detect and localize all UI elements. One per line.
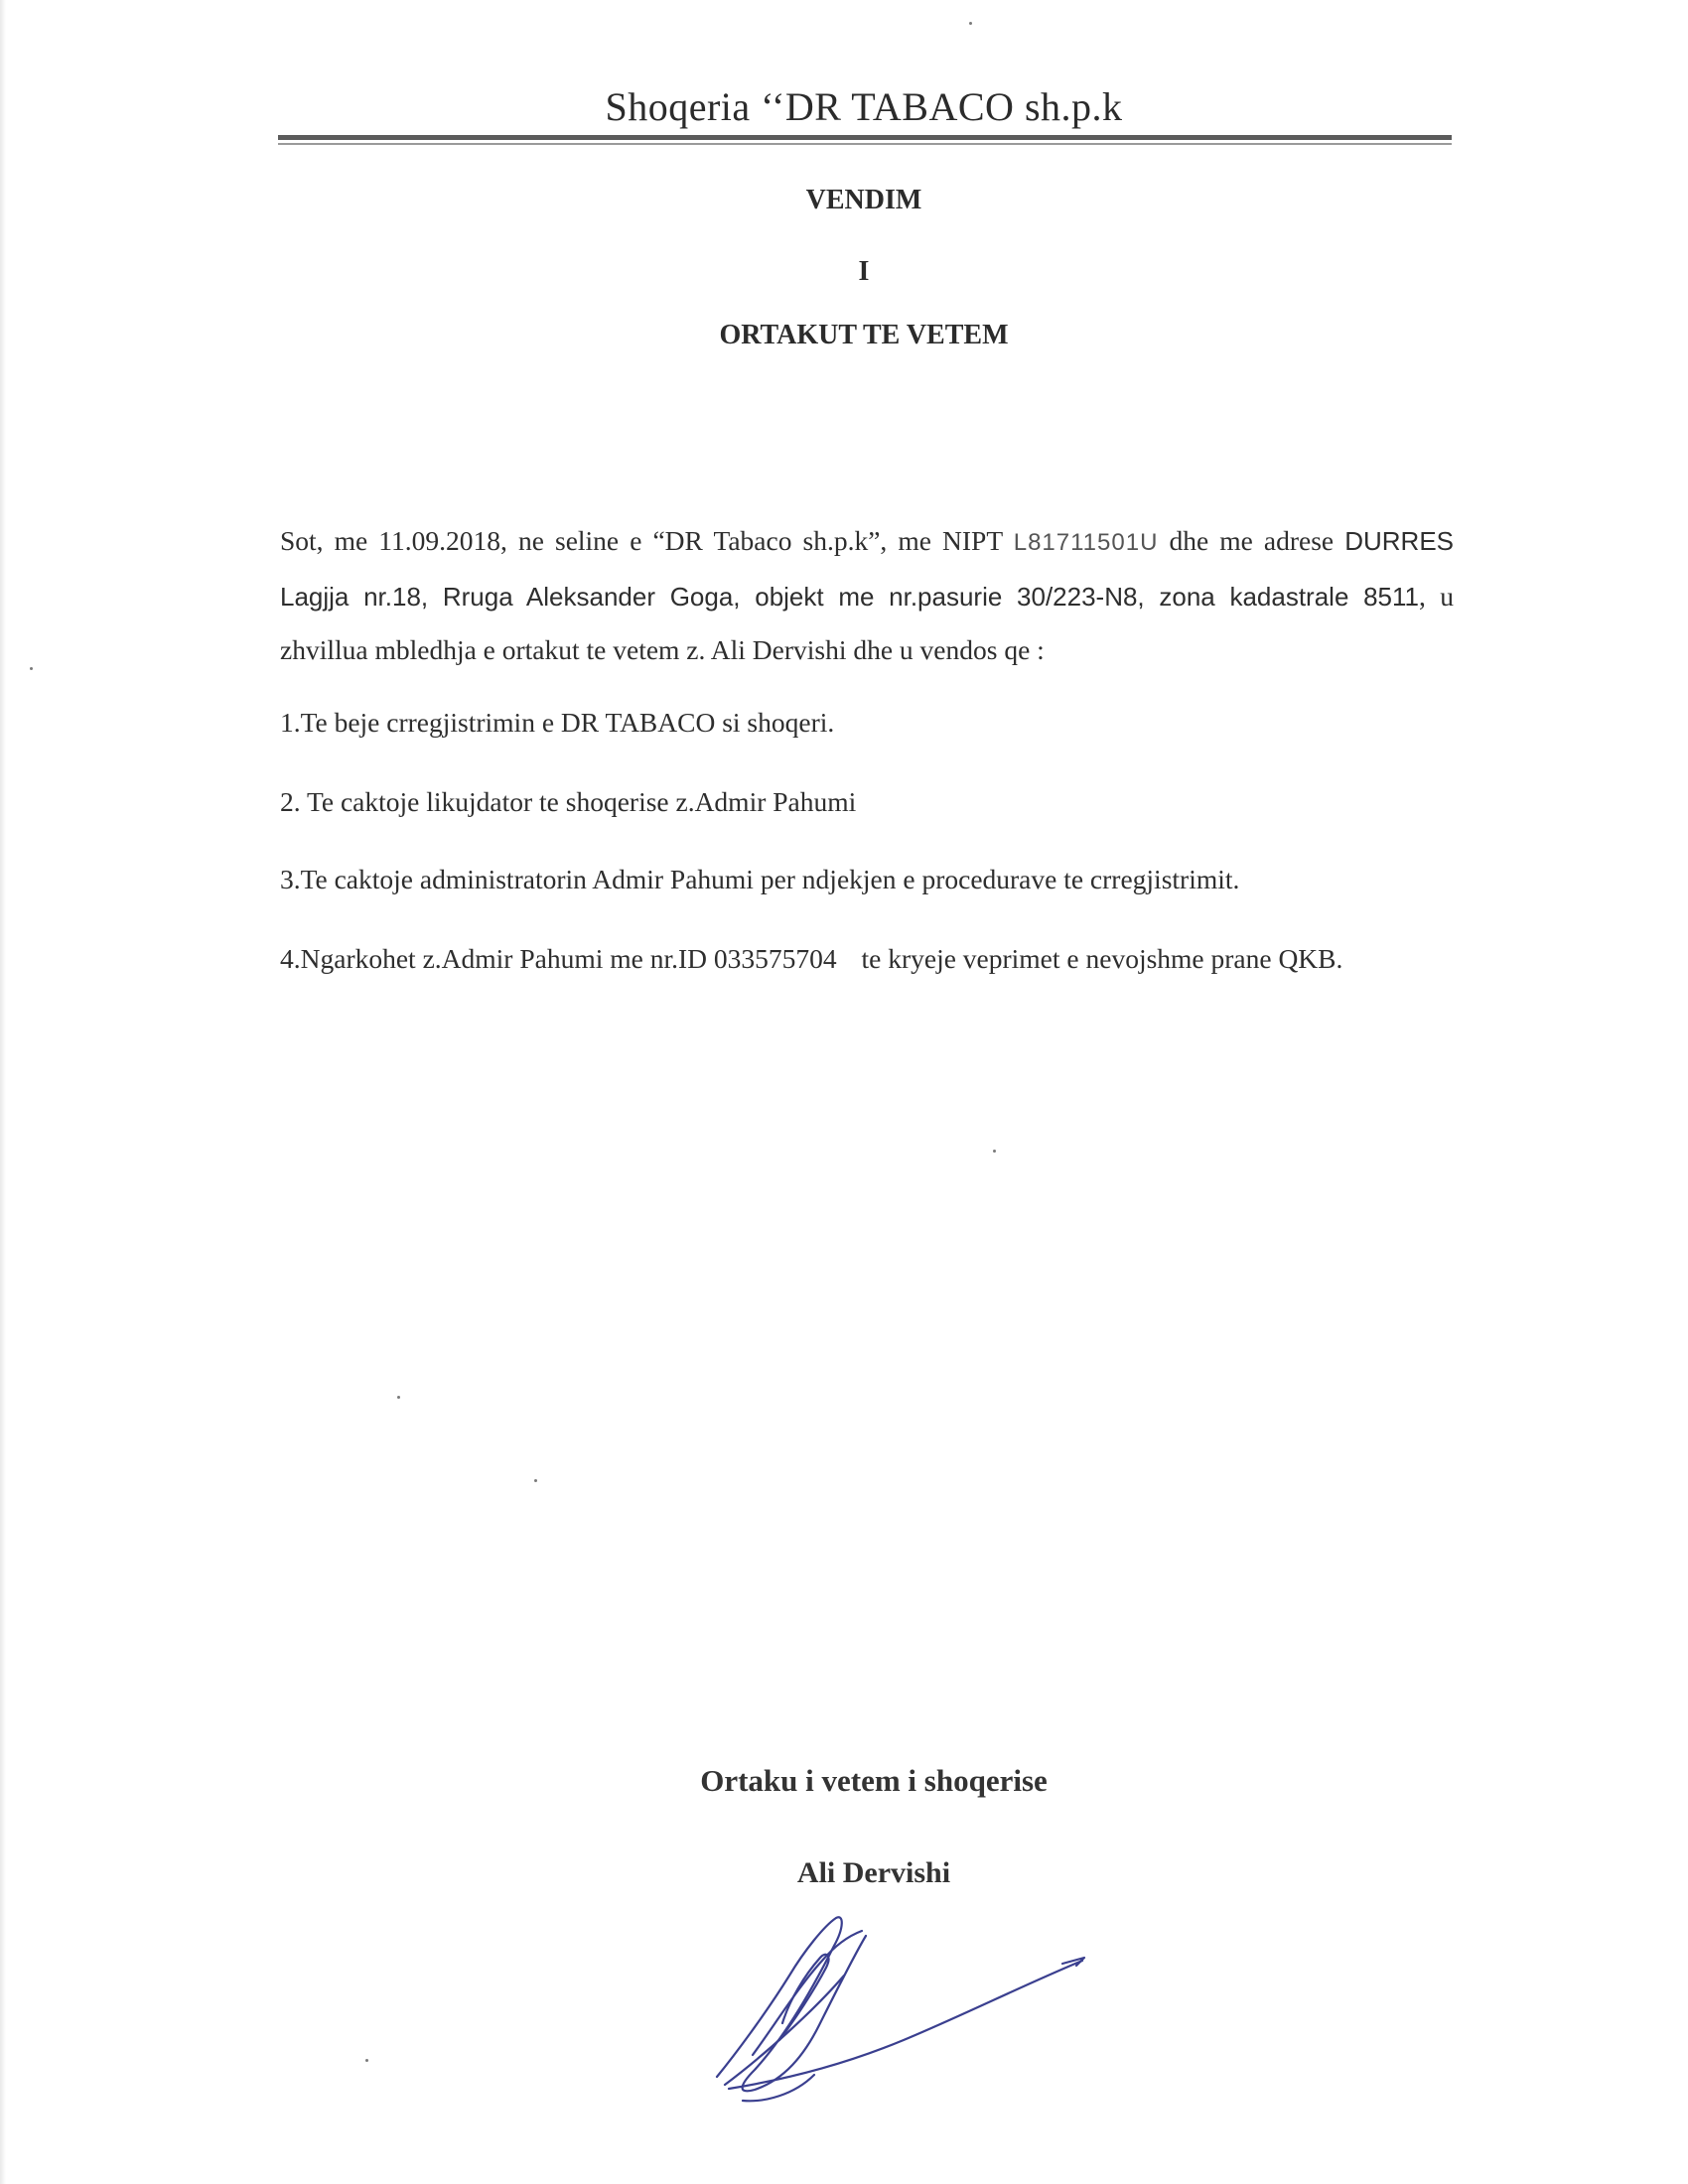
intro-text-start: Sot, me 11.09.2018, ne seline e “DR Tabaco sh.p.k”, me NIPT <box>280 525 1014 556</box>
header-divider-thin <box>278 143 1452 145</box>
decision-item-3: 3.Te caktoje administratorin Admir Pahumi per ndjekjen e procedurave te crregjistrimit. <box>280 864 1240 894</box>
scan-speck <box>365 2059 368 2062</box>
decision-item-4-start: 4.Ngarkohet z.Admir Pahumi me nr.ID 033575704 <box>280 943 837 974</box>
address-value: DURRES Lagjja nr.18, Rruga Aleksander Goga, objekt me nr.pasurie 30/223-N8, zona kadastrale 8511 <box>280 526 1455 612</box>
decision-item-2: 2. Te caktoje likujdator te shoqerise z.Admir Pahumi <box>280 786 857 817</box>
document-heading-vendim: VENDIM <box>805 185 922 215</box>
intro-text-address-label: dhe me adrese <box>1158 525 1345 556</box>
decision-item-1: 1.Te beje crregjistrimin e DR TABACO si shoqeri. <box>280 707 835 738</box>
signatory-role: Ortaku i vetem i shoqerise <box>700 1763 1048 1798</box>
scan-speck <box>993 1150 996 1153</box>
decision-item-4 <box>280 931 1454 987</box>
scan-speck <box>30 667 33 670</box>
company-header-title: Shoqeria ‘‘DR TABACO sh.p.k <box>605 84 1123 129</box>
document-heading-ortakut: ORTAKUT TE VETEM <box>719 320 1009 350</box>
decision-item-4-end: te kryeje veprimet e nevojshme prane QKB. <box>861 943 1343 974</box>
header-divider <box>278 135 1452 140</box>
nipt-value: L81711501U <box>1013 529 1159 556</box>
document-heading-i: I <box>858 256 870 287</box>
handwritten-signature-icon <box>695 1906 1112 2105</box>
signatory-name: Ali Dervishi <box>796 1856 951 1889</box>
scan-speck <box>397 1396 400 1399</box>
scan-speck <box>534 1479 537 1482</box>
intro-text-end: , u zhvillua mbledhja e ortakut te vetem z. Ali Dervishi dhe u vendos qe : <box>280 581 1454 665</box>
scan-speck <box>969 22 972 25</box>
intro-paragraph <box>280 514 1454 677</box>
scan-edge <box>0 0 6 2184</box>
